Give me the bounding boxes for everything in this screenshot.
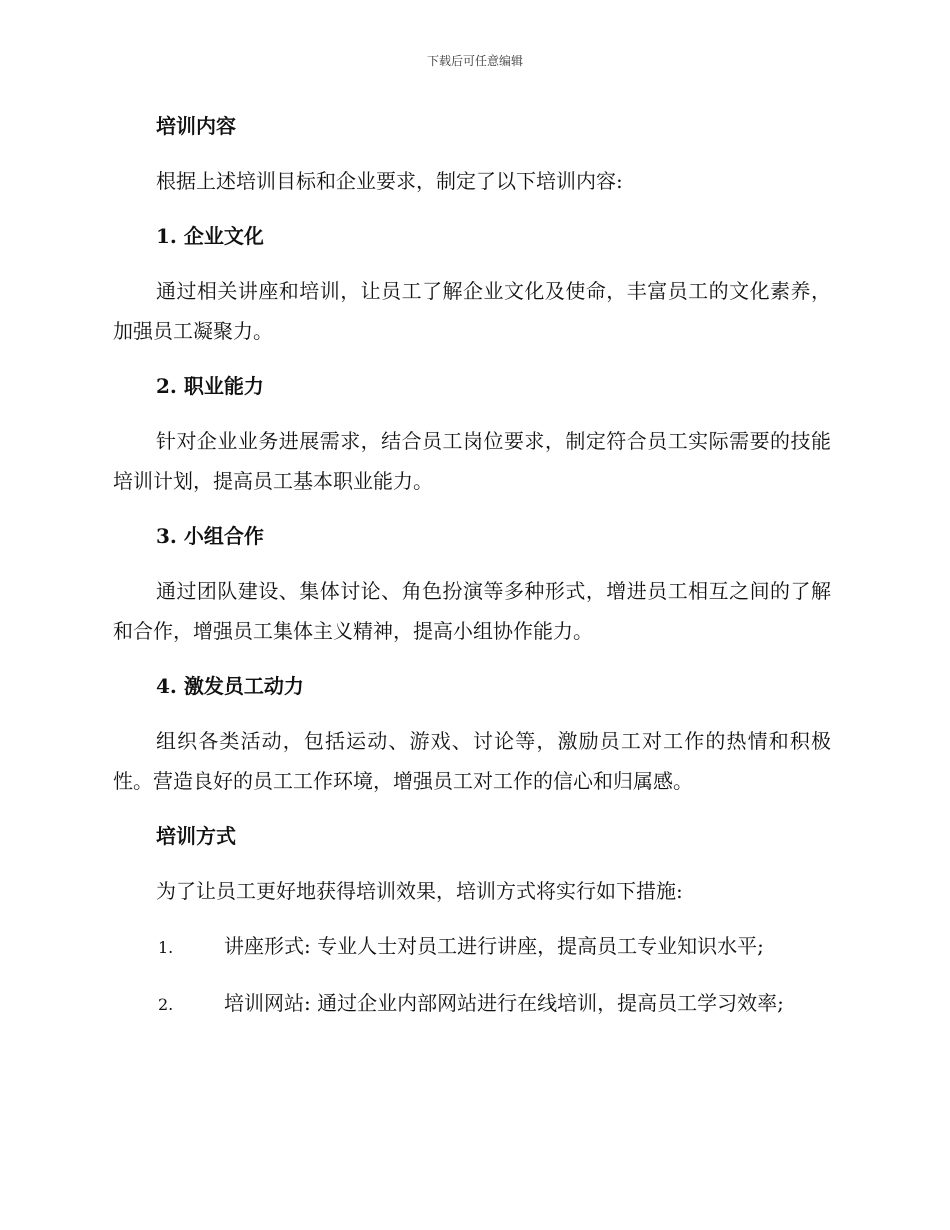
- list-item-number: 2.: [158, 995, 174, 1014]
- method-list-item: [113, 926, 831, 968]
- item-heading-professional-ability: 2. 职业能力: [156, 374, 264, 398]
- page-header-note: 下载后可任意编辑: [426, 54, 523, 68]
- method-list-item: [113, 983, 831, 1025]
- list-item-text: 培训网站: 通过企业内部网站进行在线培训，提高员工学习效率;: [224, 991, 784, 1015]
- section-intro-training-method: 为了让员工更好地获得培训效果，培训方式将实行如下措施:: [156, 879, 683, 903]
- item-heading-motivation: 4. 激发员工动力: [156, 674, 304, 698]
- item-heading-team-cooperation: 3. 小组合作: [156, 524, 264, 548]
- list-item-text: 讲座形式: 专业人士对员工进行讲座，提高员工专业知识水平;: [224, 934, 764, 958]
- section-intro-training-content: 根据上述培训目标和企业要求，制定了以下培训内容:: [156, 169, 623, 193]
- list-item-number: 1.: [158, 938, 174, 957]
- item-heading-corporate-culture: 1. 企业文化: [156, 224, 264, 248]
- item-body-corporate-culture: 通过相关讲座和培训，让员工了解企业文化及使命，丰富员工的文化素养，加强员工凝聚力。: [113, 279, 831, 343]
- item-body-professional-ability: 针对企业业务进展需求，结合员工岗位要求，制定符合员工实际需要的技能培训计划，提高员工基本职业能力。: [113, 429, 831, 493]
- section-title-training-content: 培训内容: [156, 114, 236, 138]
- document-body: [113, 106, 831, 1040]
- item-body-team-cooperation: 通过团队建设、集体讨论、角色扮演等多种形式，增进员工相互之间的了解和合作，增强员工集体主义精神，提高小组协作能力。: [113, 579, 831, 643]
- section-title-training-method: 培训方式: [156, 824, 236, 848]
- item-body-motivation: 组织各类活动，包括运动、游戏、讨论等，激励员工对工作的热情和积极性。营造良好的员工工作环境，增强员工对工作的信心和归属感。: [113, 729, 831, 793]
